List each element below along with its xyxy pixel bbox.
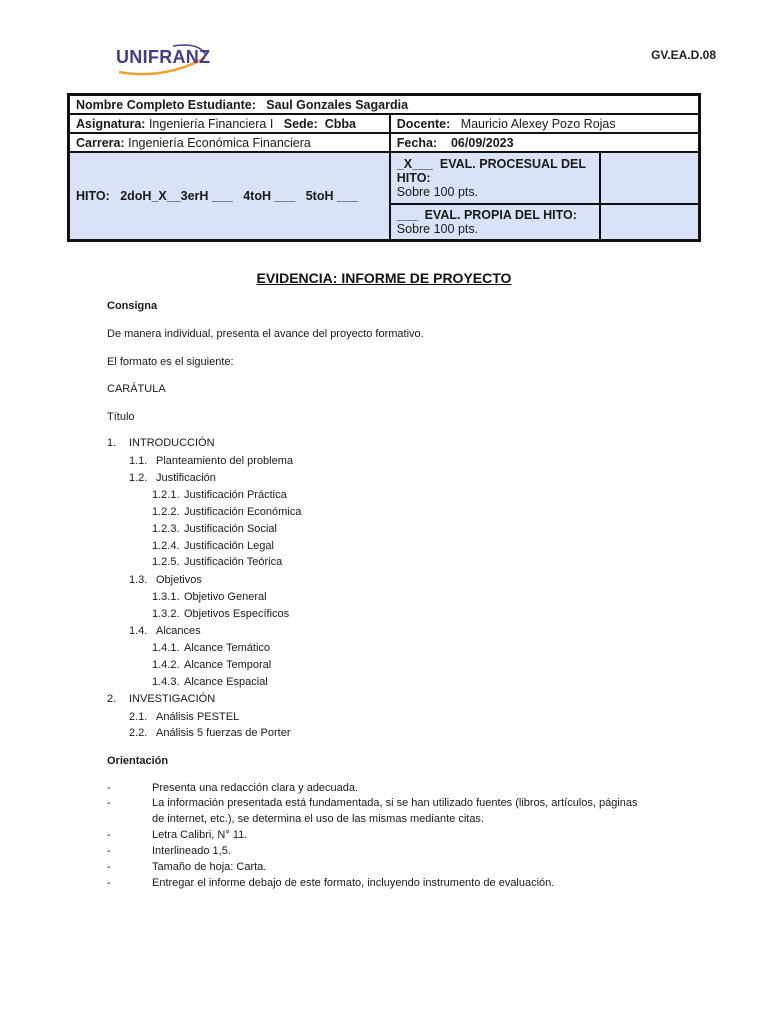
sede-label: Sede: [283, 116, 318, 131]
document-code: GV.EA.D.08 [651, 48, 716, 62]
eval-propia-line1: ___ EVAL. PROPIA DEL HITO: [396, 208, 577, 222]
student-info-table [67, 93, 701, 242]
eval-procesual-line1: _X___ EVAL. PROCESUAL DEL [396, 157, 586, 171]
hito-text: HITO: 2doH_X__3erH ___ 4toH ___ 5toH ___ [76, 189, 358, 203]
outline-item: 1.2. Justificación [129, 472, 216, 484]
outline-item: 2.1. Análisis PESTEL [129, 711, 240, 723]
titulo-text: Título [107, 411, 135, 423]
student-label: Nombre Completo Estudiante: [76, 97, 256, 112]
outline-item: 1.2.1. Justificación Práctica [152, 489, 287, 501]
outline-item: 1.2.4. Justificación Legal [152, 540, 274, 552]
document-title: EVIDENCIA: INFORME DE PROYECTO [256, 270, 512, 286]
orientacion-heading: Orientación [107, 755, 169, 767]
outline-item: 1.4.3. Alcance Espacial [152, 676, 268, 688]
outline-item: 2.2. Análisis 5 fuerzas de Porter [129, 727, 291, 739]
logo-text: UNIFRANZ [116, 47, 211, 67]
eval-procesual-cell [390, 152, 600, 204]
outline-item: 1.4. Alcances [129, 625, 201, 637]
outline-item: 1.1. Planteamiento del problema [129, 455, 293, 467]
teacher-value: Mauricio Alexey Pozo Rojas [460, 116, 616, 131]
subject-label: Asignatura: [76, 116, 146, 131]
outline-item: 1. INTRODUCCIÓN [107, 437, 215, 449]
eval-procesual-line2: HITO: [396, 171, 431, 185]
outline-item: 1.4.2. Alcance Temporal [152, 659, 272, 671]
outline-item: 2. INVESTIGACIÓN [107, 693, 216, 705]
eval-propia-score-cell[interactable] [600, 204, 700, 241]
caratula-text: CARÁTULA [107, 383, 166, 395]
outline-item: 1.4.1. Alcance Temático [152, 642, 271, 654]
sede-value: Cbba [324, 116, 356, 131]
format-intro: El formato es el siguiente: [107, 356, 234, 368]
outline-item: 1.3.2. Objetivos Específicos [152, 608, 290, 620]
career-label: Carrera: [76, 135, 125, 150]
date-label: Fecha: [396, 135, 438, 150]
student-name-cell [69, 95, 700, 115]
consigna-text: De manera individual, presenta el avance del proyecto formativo. [107, 328, 424, 340]
teacher-cell [390, 114, 700, 133]
subject-value: Ingeniería Financiera I [148, 116, 274, 131]
unifranz-logo [113, 40, 213, 80]
outline-item: 1.2.5. Justificación Teórica [152, 556, 283, 568]
career-cell [69, 133, 390, 152]
hito-cell [69, 152, 390, 241]
consigna-heading: Consigna [107, 300, 158, 312]
eval-propia-sub: Sobre 100 pts. [396, 222, 479, 236]
subject-cell [69, 114, 390, 133]
outline-item: 1.2.3. Justificación Social [152, 523, 277, 535]
career-value: Ingeniería Económica Financiera [128, 135, 311, 150]
eval-procesual-sub: Sobre 100 pts. [396, 185, 479, 199]
outline-item: 1.2.2. Justificación Económica [152, 506, 302, 518]
eval-procesual-score-cell[interactable] [600, 152, 700, 204]
date-cell [390, 133, 700, 152]
outline-item: 1.3.1. Objetivo General [152, 591, 267, 603]
teacher-label: Docente: [396, 116, 451, 131]
outline-item: 1.3. Objetivos [129, 574, 202, 586]
eval-propia-cell [390, 204, 600, 241]
student-name: Saul Gonzales Sagardia [266, 97, 409, 112]
date-value: 06/09/2023 [450, 135, 514, 150]
